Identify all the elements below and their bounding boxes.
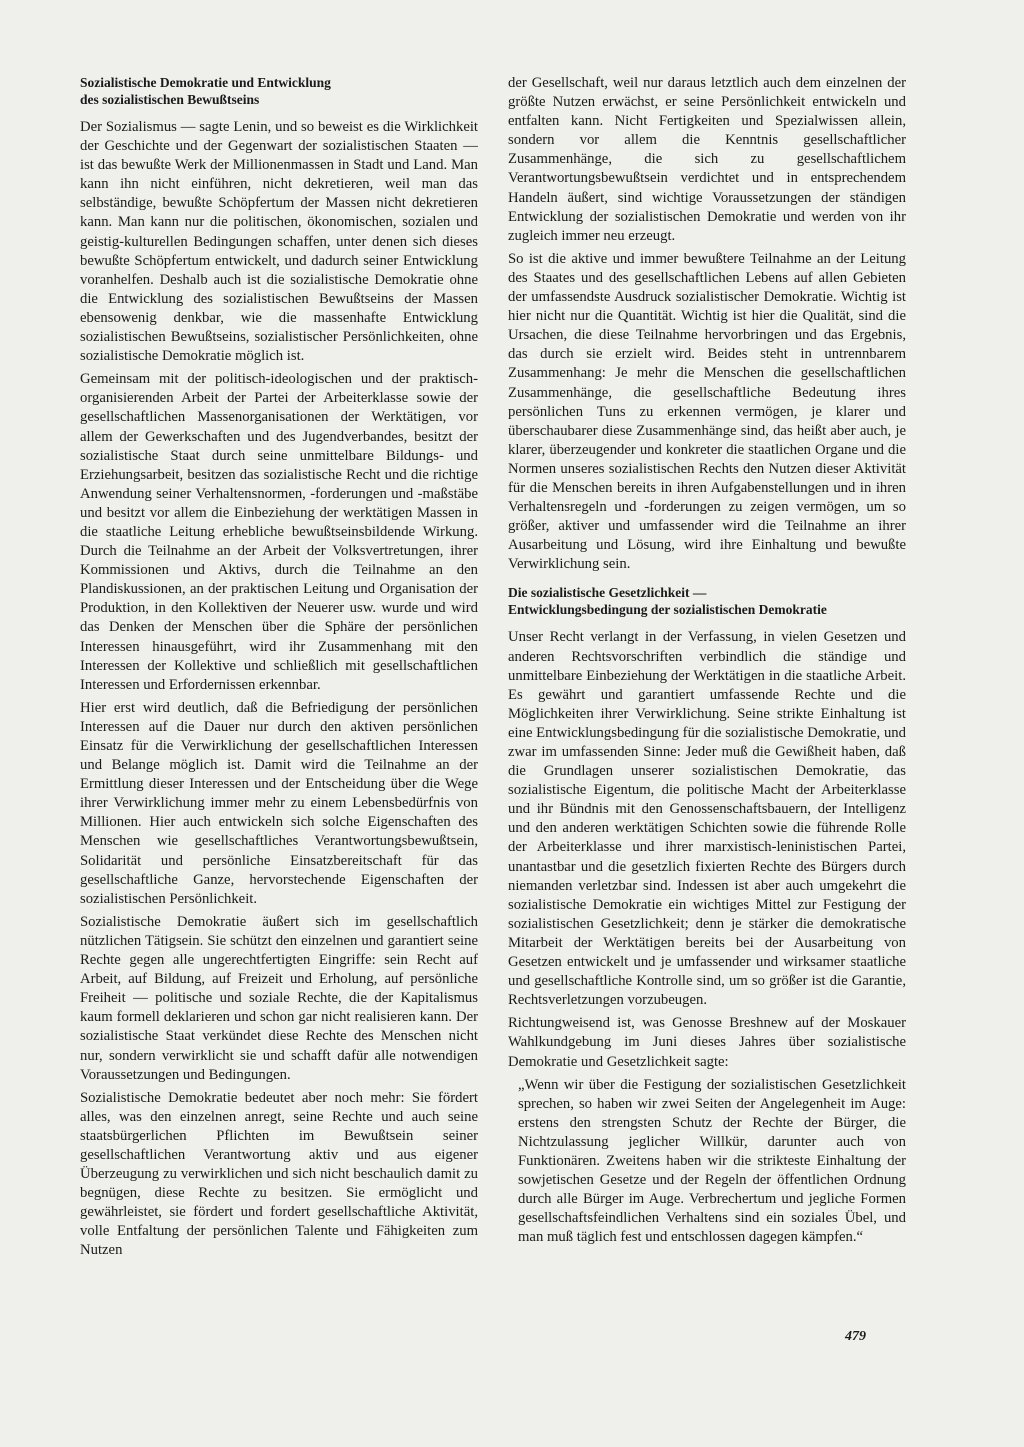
- paragraph: Der Sozialismus — sagte Lenin, und so beweist es die Wirklichkeit der Geschichte und der Gegenwart der sozialistischen Staaten — ist das bewußte Werk der Millionenmassen in Stadt und Land. Man kann ihn nicht einführen, nicht dekretieren, weil man das selbständige, bewußte Schöpfertum der Massen nicht dekretieren kann. Man kann nur die politischen, ökonomischen, sozialen und geistig-kulturellen Bedingungen schaffen, unter denen sich dieses bewußte Schöpfertum entwickelt, und dadurch seiner Entwicklung voranhelfen. Deshalb auch ist die sozialistische Demokratie ohne die Entwicklung des sozialistischen Bewußtseins der Massen ebensowenig denkbar, wie die massenhafte Entwicklung sozialistischen Bewußtseins, sozialistischer Persönlichkeiten, ohne sozialistische Demokratie möglich ist.: [80, 119, 478, 365]
- paragraph: So ist die aktive und immer bewußtere Teilnahme an der Leitung des Staates und des gesellschaftlichen Lebens auf allen Gebieten der umfassendste Ausdruck sozialistischer Demokratie. Wichtig ist hier nicht nur die Quantität. Wichtig ist hier die Qualität, sind die Ursachen, die diese Teilnahme hervorbringen und das Ergebnis, das durch sie erzielt wird. Beides steht in untrennbarem Zusammenhang: Je mehr die Menschen die gesellschaftlichen Zusammenhänge, die gesellschaftliche Bedeutung ihres persönlichen Tuns zu erkennen vermögen, je klarer und überschaubarer diese Zusammenhänge sind, das heißt aber auch, je klarer, überzeugender und konkreter die staatlichen Organe und die Normen unseres sozialistischen Rechts den Nutzen dieser Aktivität für die Menschen bereits in ihren Aufgabenstellungen und in ihren Verhaltensregeln und -forderungen zu zeigen vermögen, um so größer, aktiver und umfassender wird die Teilnahme an ihrer Ausarbeitung und Lösung, wird ihre Einhaltung und bewußte Verwirklichung sein.: [508, 250, 906, 573]
- heading-line: Sozialistische Demokratie und Entwicklung: [80, 75, 331, 90]
- section-heading-1: [80, 74, 478, 108]
- right-column: [508, 74, 906, 1251]
- paragraph: Gemeinsam mit der politisch-ideologischen und der praktisch-organisierenden Arbeit der Partei der Arbeiterklasse sowie der gesellschaftlichen Massenorganisationen der Werktätigen, vor allem der Gewerkschaften und des Jugendverbandes, besitzt der sozialistische Staat durch seine unmittelbare Bildungs- und Erziehungsarbeit, besitzen das sozialistische Recht und die richtige Anwendung seiner Verhaltensnormen, -forderungen und -maßstäbe und besitzt vor allem die Einbeziehung der werktätigen Massen in die staatliche Leitung erhebliche bewußtseinsbildende Wirkung. Durch die Teilnahme an der Arbeit der Volksvertretungen, ihrer Kommissionen und Aktivs, durch die Teilnahme an den Plandiskussionen, an der praktischen Leitung und Organisation der Produktion, in den Kollektiven der Neuerer usw. wurde und wird das Denken der Menschen über die Sphäre der persönlichen Interessen hinausgeführt, wird ihr Zusammenhang mit den Interessen der Kollektive und schließlich mit gesellschaftlichen Interessen und Erfordernissen erkennbar.: [80, 371, 478, 693]
- section-heading-2: [508, 584, 906, 618]
- heading-line: Die sozialistische Gesetzlichkeit —: [508, 585, 707, 601]
- page-number: 479: [845, 1329, 866, 1344]
- paragraph: Unser Recht verlangt in der Verfassung, in vielen Gesetzen und anderen Rechtsvorschriften verbindlich die ständige und unmittelbare Einbeziehung der Werktätigen in die staatliche Arbeit. Es gewährt und garantiert umfassende Rechte und die Möglichkeiten ihrer Verwirklichung. Seine strikte Einhaltung ist eine Entwicklungsbedingung für die sozialistische Demokratie, und zwar im umfassenden Sinne: Jeder muß die Gewißheit haben, daß die Grundlagen unserer sozialistischen Demokratie, das sozialistische Eigentum, die politische Macht der Arbeiterklasse und ihr Bündnis mit den Genossenschaftsbauern, der Intelligenz und den anderen werktätigen Schichten sowie die führende Rolle der Arbeiterklasse und ihrer marxistisch-leninistischen Partei, unantastbar und die gesetzlich fixierten Rechte des Bürgers durch niemanden verletzbar sind. Indessen ist aber auch umgekehrt die sozialistische Demokratie ein wichtiges Mittel zur Festigung der sozialistischen Gesetzlichkeit; denn je stärker die demokratische Mitarbeit der Werktätigen bereits bei der Ausarbeitung von Gesetzen entwickelt und je umfassender und wirksamer staatliche und gesellschaftliche Kontrolle sind, um so größer ist die Garantie, Rechtsverletzungen vorzubeugen.: [508, 629, 906, 1009]
- paragraph: Richtungweisend ist, was Genosse Breshnew auf der Moskauer Wahlkundgebung im Juni dieses Jahres über sozialistische Demokratie und Gesetzlichkeit sagte:: [508, 1015, 906, 1070]
- paragraph: Hier erst wird deutlich, daß die Befriedigung der persönlichen Interessen auf die Dauer nur durch den aktiven persönlichen Einsatz für die Verwirklichung der gesellschaftlichen Interessen und Belange möglich ist. Damit wird die Teilnahme an der Ermittlung dieser Interessen und der Entscheidung über die Wege ihrer Verwirklichung immer mehr zu einem Lebensbedürfnis von Millionen. Hier auch entwickeln sich solche Eigenschaften des Menschen wie gesellschaftliches Verantwortungsbewußtsein, Solidarität und persönliche Einsatzbereitschaft für das gesellschaftliche Ganze, hervorstechende Eigenschaften der sozialistischen Persönlichkeit.: [80, 699, 478, 907]
- heading-line: Entwicklungsbedingung der sozialistischen Demokratie: [508, 602, 827, 618]
- paragraph: der Gesellschaft, weil nur daraus letztlich auch dem einzelnen der größte Nutzen erwächst, er seine Persönlichkeit entwickeln und entfalten kann. Nicht Fertigkeiten und Spezialwissen allein, sondern vor allem die Kenntnis gesellschaftlicher Zusammenhänge, die sich zu gesellschaftlichem Verantwortungsbewußtsein verdichtet und in entsprechendem Handeln äußert, sind wichtige Voraussetzungen der ständigen Entwicklung der sozialistischen Demokratie und werden von ihr zugleich immer neu erzeugt.: [508, 75, 906, 244]
- left-column: [80, 74, 478, 1265]
- paragraph: Sozialistische Demokratie bedeutet aber noch mehr: Sie fördert alles, was den einzelnen anregt, seine Rechte und auch seine staatsbürgerlichen Pflichten im Bewußtsein seiner gesellschaftlichen Verantwortung aktiv und aus eigener Überzeugung zu verwirklichen und sich nicht beschaulich damit zu begnügen, diese Rechte zu besitzen. Sie ermöglicht und gewährleistet, sie fördert und fordert gesellschaftliche Aktivität, volle Entfaltung der persönlichen Talente und Fähigkeiten zum Nutzen: [80, 1089, 478, 1259]
- paragraph: Sozialistische Demokratie äußert sich im gesellschaftlich nützlichen Tätigsein. Sie schützt den einzelnen und garantiert seine Rechte gegen alle ungerechtfertigten Eingriffe: sein Recht auf Arbeit, auf Bildung, auf Freizeit und Erholung, auf persönliche Freiheit — politische und soziale Rechte, die der Kapitalismus kaum formell deklarieren und schon gar nicht realisieren kann. Der sozialistische Staat verkündet diese Rechte des Menschen nicht nur, sondern verwirklicht sie und schafft dafür alle notwendigen Voraussetzungen und Bedingungen.: [80, 913, 478, 1083]
- quotation: „Wenn wir über die Festigung der sozialistischen Gesetzlichkeit sprechen, so haben wir zwei Seiten der Angelegenheit im Auge: erstens den strengsten Schutz der Rechte der Bürger, die Nichtzulassung jeglicher Willkür, darunter auch von Funktionären. Zweitens haben wir die strikteste Einhaltung der sowjetischen Gesetze und der Regeln der öffentlichen Ordnung durch alle Bürger im Auge. Verbrechertum und jegliche Formen gesellschaftsfeindlichen Verhaltens sind ein soziales Übel, und man muß täglich fest und entschlossen dagegen kämpfen.“: [518, 1076, 906, 1246]
- heading-line: des sozialistischen Bewußtseins: [80, 92, 260, 107]
